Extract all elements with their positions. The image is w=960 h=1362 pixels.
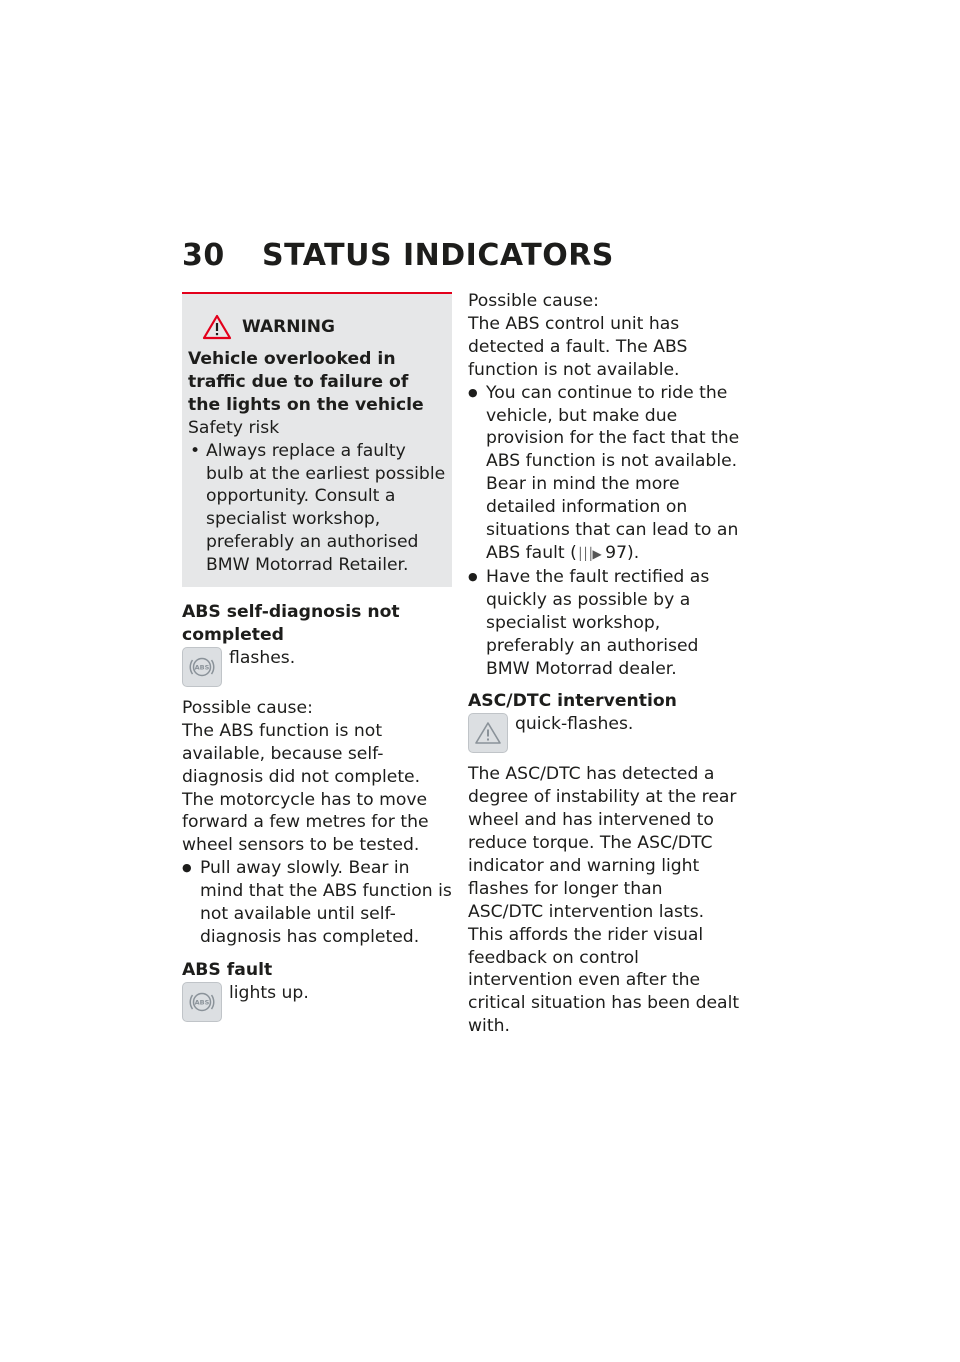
abs-fault-indicator-row [182, 982, 452, 1032]
abs-fault-bullet-1-text: You can continue to ride the vehicle, but make due provision for the fact that the ABS function is not available. Bear in mind the more detailed information on situations that can lead to an ABS fault [486, 382, 740, 563]
abs-selfdiag-cause-label: Possible cause: [182, 697, 313, 718]
left-column [182, 292, 452, 1032]
asc-dtc-indicator-row [468, 713, 740, 763]
abs-fault-heading: ABS fault [182, 959, 273, 980]
warning-title [188, 314, 446, 340]
abs-selfdiag-indicator-row [182, 647, 452, 697]
abs-fault-bullet-2: ● Have the fault rectified as quickly as possible by a specialist workshop, preferably an authorised BMW Motorrad dealer. [468, 566, 740, 681]
warning-label: WARNING [242, 316, 335, 337]
page-reference-arrow-icon: │││▶ [576, 546, 600, 561]
asc-dtc-text: The ASC/DTC has detected a degree of instability at the rear wheel and has intervened to reduce torque. The ASC/DTC indicator and warning light flashes for longer than ASC/DTC intervention lasts. This affords the rider visual feedback on control intervention even after the critical situation has been dealt with. [468, 764, 740, 1037]
warning-heading: Vehicle overlooked in traffic due to failure of the lights on the vehicle [188, 349, 424, 415]
warning-box [182, 292, 452, 587]
abs-fault-cause-label: Possible cause: [468, 291, 599, 311]
page-title: STATUS INDICATORS [262, 238, 614, 273]
asc-dtc-warning-icon [468, 713, 508, 753]
svg-text:ABS: ABS [194, 663, 210, 672]
abs-selfdiag-bullet: ● Pull away slowly. Bear in mind that the ABS function is not available until self-diagnosis has completed. [182, 857, 452, 949]
abs-fault-ref-page[interactable]: 97 [605, 542, 628, 563]
abs-fault-bullet-1: ● You can continue to ride the vehicle, but make due provision for the fact that the ABS function is not available. Bear in mind the more detailed information on situations that can lead to an ABS fault (│││▶ 97). [468, 382, 740, 566]
warning-subheading: Safety risk [188, 417, 280, 438]
abs-fault-cause: The ABS control unit has detected a fault. The ABS function is not available. [468, 313, 688, 380]
abs-selfdiag-heading: ABS self-diagnosis not completed [182, 602, 400, 645]
right-column [468, 290, 740, 1038]
abs-selfdiag-cause: The ABS function is not available, because self-diagnosis did not complete. The motorcycle has to move forward a few metres for the wheel sensors to be tested. [182, 720, 429, 856]
asc-dtc-state: quick-flashes. [515, 714, 634, 735]
warning-bullet: • Always replace a faulty bulb at the earliest possible opportunity. Consult a specialist workshop, preferably an authorised BMW Motorrad Retailer. [188, 440, 446, 577]
page-number: 30 [182, 238, 225, 273]
warning-triangle-icon [202, 314, 232, 340]
abs-selfdiag-state: flashes. [229, 647, 296, 668]
svg-text:ABS: ABS [194, 998, 210, 1007]
asc-dtc-heading: ASC/DTC intervention [468, 691, 677, 712]
page-header [182, 238, 614, 273]
abs-fault-state: lights up. [229, 982, 309, 1003]
abs-indicator-icon [182, 647, 222, 687]
abs-indicator-icon [182, 982, 222, 1022]
